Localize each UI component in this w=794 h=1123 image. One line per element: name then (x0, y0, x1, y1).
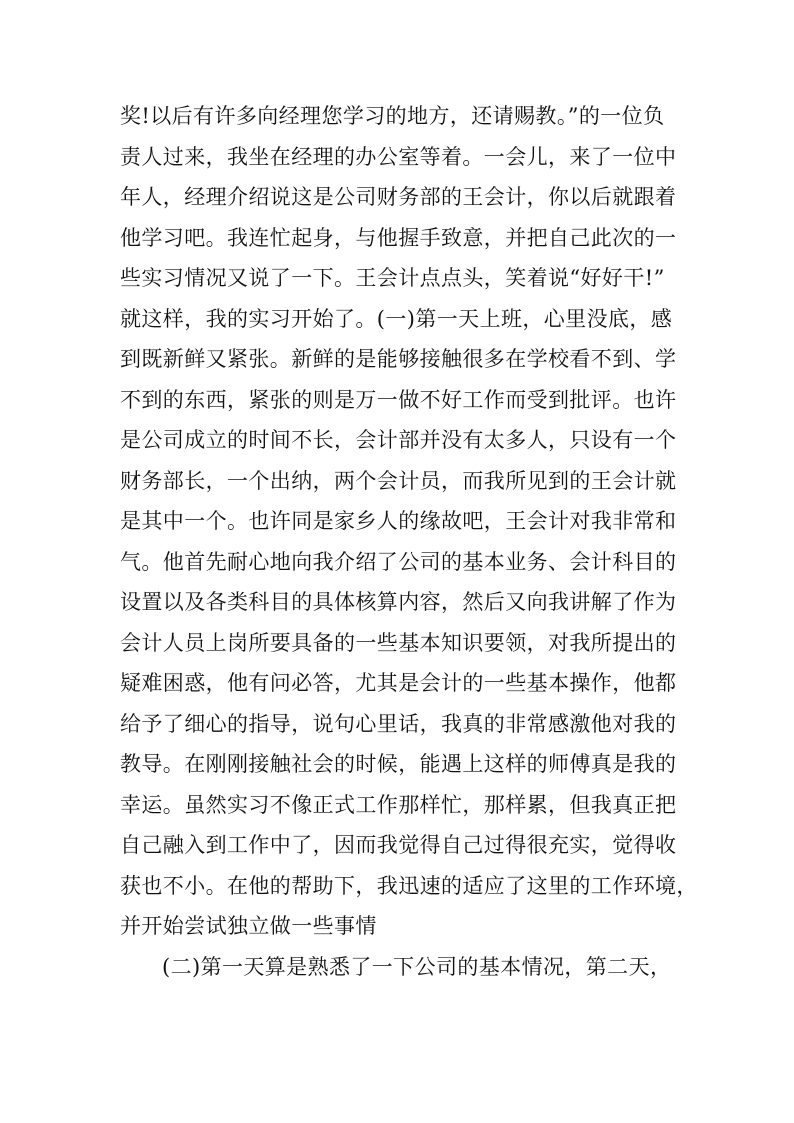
text-line-20: 获也不小。在他的帮助下，我迅速的适应了这里的工作环境， (120, 873, 698, 898)
text-line-9: 是公司成立的时间不长，会计部并没有太多人，只设有一个 (120, 428, 677, 452)
text-line-2: 责人过来，我坐在经理的办公室等着。一会儿，来了一位中 (120, 144, 677, 169)
text-line-11: 是其中一个。也许同是家乡人的缘故吧，王会计对我非常和 (120, 509, 677, 533)
text-line-16: 给予了细心的指导，说句心里话，我真的非常感激他对我的 (120, 711, 677, 736)
text-line-18: 幸运。虽然实习不像正式工作那样忙，那样累，但我真正把 (120, 792, 677, 817)
text-line-21: 并开始尝试独立做一些事情 (120, 914, 377, 938)
text-line-17: 教导。在刚刚接触社会的时候，能遇上这样的师傅真是我的 (120, 752, 677, 776)
text-line-19: 自己融入到工作中了，因而我觉得自己过得很充实，觉得收 (120, 833, 677, 857)
text-line-10: 财务部长，一个出纳，两个会计员，而我所见到的王会计就 (120, 468, 677, 493)
text-line-8: 不到的东西，紧张的则是万一做不好工作而受到批评。也许 (120, 387, 677, 412)
text-line-1: 奖!以后有许多向经理您学习的地方，还请赐教。”的一位负 (120, 104, 665, 128)
text-line-6: 就这样，我的实习开始了。(一)第一天上班，心里没底，感 (120, 306, 673, 331)
body-text (120, 96, 698, 987)
text-line-3: 年人，经理介绍说这是公司财务部的王会计，你以后就跟着 (120, 185, 677, 209)
text-line-7: 到既新鲜又紧张。新鲜的是能够接触很多在学校看不到、学 (120, 347, 677, 371)
text-line-12: 气。他首先耐心地向我介绍了公司的基本业务、会计科目的 (120, 549, 677, 574)
text-line-13: 设置以及各类科目的具体核算内容，然后又向我讲解了作为 (120, 590, 677, 614)
text-line-15: 疑难困惑，他有问必答，尤其是会计的一些基本操作，他都 (120, 671, 677, 695)
text-line-14: 会计人员上岗所要具备的一些基本知识要领，对我所提出的 (120, 630, 677, 655)
text-line-4: 他学习吧。我连忙起身，与他握手致意，并把自己此次的一 (120, 225, 677, 250)
paragraph-2-first-line: (二)第一天算是熟悉了一下公司的基本情况，第二天， (162, 954, 672, 979)
text-line-5: 些实习情况又说了一下。王会计点点头，笑着说“好好干!” (120, 266, 665, 290)
